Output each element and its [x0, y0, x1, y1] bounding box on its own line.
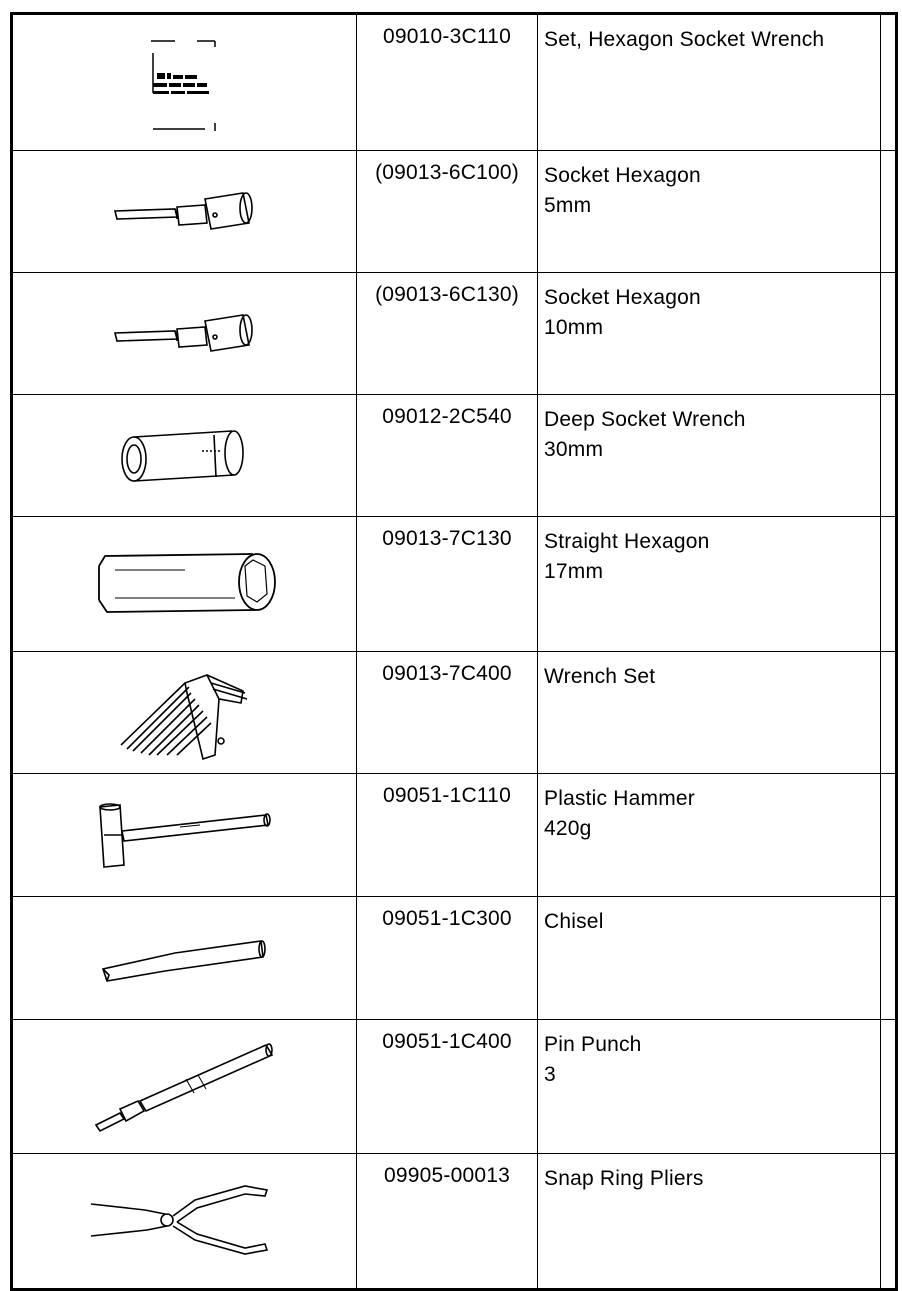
table-row	[12, 517, 897, 652]
description-line: Deep Socket Wrench	[544, 408, 746, 431]
description-line: Socket Hexagon	[544, 286, 701, 309]
tool-image-cell	[12, 1020, 357, 1154]
snap-ring-pliers-icon	[85, 1176, 285, 1266]
table-row	[12, 14, 897, 151]
description-cell	[538, 395, 881, 517]
part-number: 09905-00013	[384, 1164, 510, 1187]
part-number-cell	[357, 774, 538, 897]
part-number-cell	[357, 897, 538, 1020]
tool-image-cell	[12, 1154, 357, 1290]
part-number-cell	[357, 517, 538, 652]
description-cell	[538, 1020, 881, 1154]
description-line: Chisel	[544, 910, 604, 933]
description-line: 17mm	[544, 560, 604, 583]
part-number: 09013-7C400	[382, 662, 512, 685]
tool-image-cell	[12, 273, 357, 395]
description-cell	[538, 897, 881, 1020]
tool-image-cell	[12, 151, 357, 273]
part-number: 09013-7C130	[382, 527, 512, 550]
part-number: 09051-1C400	[382, 1030, 512, 1053]
blank-cell	[881, 652, 897, 774]
table-row	[12, 897, 897, 1020]
description-cell	[538, 14, 881, 151]
part-number: (09013-6C130)	[375, 283, 519, 306]
tool-image-cell	[12, 774, 357, 897]
blank-cell	[881, 774, 897, 897]
table-row	[12, 1020, 897, 1154]
part-number-cell	[357, 151, 538, 273]
table-row	[12, 151, 897, 273]
description-cell	[538, 774, 881, 897]
blank-cell	[881, 897, 897, 1020]
table-row	[12, 774, 897, 897]
part-number: 09010-3C110	[383, 25, 511, 48]
description-cell	[538, 652, 881, 774]
hex-key-set-icon	[115, 663, 255, 763]
part-number-cell	[357, 14, 538, 151]
tool-image-cell	[12, 14, 357, 151]
part-number: 09012-2C540	[382, 405, 512, 428]
part-number-cell	[357, 1154, 538, 1290]
part-number-cell	[357, 1020, 538, 1154]
part-number: (09013-6C100)	[375, 161, 519, 184]
description-line: 3	[544, 1063, 556, 1086]
description-line: Socket Hexagon	[544, 164, 701, 187]
part-number-cell	[357, 395, 538, 517]
blank-cell	[881, 395, 897, 517]
straight-hexagon-icon	[85, 544, 285, 624]
blank-cell	[881, 1020, 897, 1154]
blank-cell	[881, 517, 897, 652]
part-number-cell	[357, 652, 538, 774]
tool-image-cell	[12, 652, 357, 774]
tool-image-cell	[12, 897, 357, 1020]
table-row	[12, 1154, 897, 1290]
description-line: 420g	[544, 817, 592, 840]
part-number-cell	[357, 273, 538, 395]
description-line: 10mm	[544, 316, 604, 339]
description-cell	[538, 517, 881, 652]
tool-image-cell	[12, 517, 357, 652]
description-line: 5mm	[544, 194, 592, 217]
table-row	[12, 273, 897, 395]
blank-cell	[881, 151, 897, 273]
description-line: Pin Punch	[544, 1033, 642, 1056]
table-row	[12, 395, 897, 517]
part-number: 09051-1C110	[383, 784, 511, 807]
part-number: 09051-1C300	[382, 907, 512, 930]
description-cell	[538, 1154, 881, 1290]
blank-cell	[881, 14, 897, 151]
deep-socket-icon	[110, 421, 260, 491]
tool-image-cell	[12, 395, 357, 517]
tool-set-label-icon	[145, 33, 225, 133]
description-line: Plastic Hammer	[544, 787, 695, 810]
description-line: Straight Hexagon	[544, 530, 710, 553]
description-line: Wrench Set	[544, 665, 656, 688]
special-tools-table	[10, 12, 898, 1291]
description-cell	[538, 273, 881, 395]
plastic-hammer-icon	[90, 795, 280, 875]
description-line: 30mm	[544, 438, 604, 461]
blank-cell	[881, 1154, 897, 1290]
hex-socket-icon	[105, 177, 265, 247]
description-cell	[538, 151, 881, 273]
description-line: Set, Hexagon Socket Wrench	[544, 28, 825, 51]
hex-socket-icon	[105, 299, 265, 369]
chisel-icon	[95, 923, 275, 993]
description-line: Snap Ring Pliers	[544, 1167, 704, 1190]
pin-punch-icon	[90, 1037, 280, 1137]
table-row	[12, 652, 897, 774]
blank-cell	[881, 273, 897, 395]
